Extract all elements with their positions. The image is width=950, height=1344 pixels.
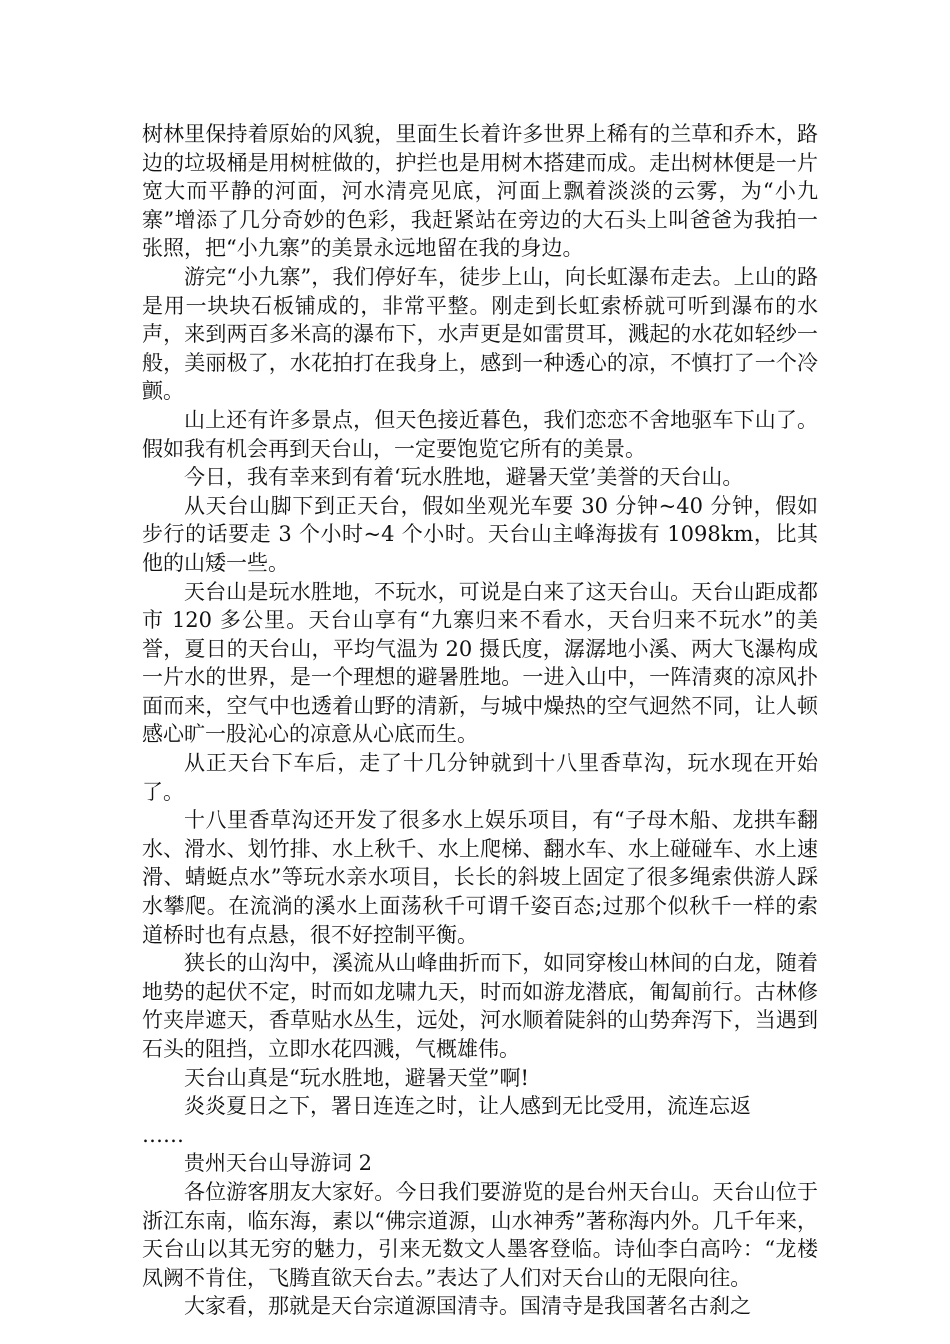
paragraph-forest-river: 树林里保持着原始的风貌，里面生长着许多世界上稀有的兰草和乔木，路边的垃圾桶是用树桩做的，护拦也是用树木搭建而成。走出树林便是一片宽大而平静的河面，河水清亮见底，河面上飘着淡淡的云雾，为“小九寨”增添了几分奇妙的色彩，我赶紧站在旁边的大石头上叫爸爸为我拍一张照，把“小九寨”的美景永远地留在我的身边。 <box>142 122 818 261</box>
paragraph-fragrant-valley: 从正天台下车后，走了十几分钟就到十八里香草沟，玩水现在开始了。 <box>142 751 818 804</box>
paragraph-ellipsis: …… <box>142 1122 184 1147</box>
paragraph-leaving-mountain: 山上还有许多景点，但天色接近暮色，我们恋恋不舍地驱车下山了。假如我有机会再到天台山，一定要饱览它所有的美景。 <box>142 407 818 461</box>
paragraph-water-resort: 天台山是玩水胜地，不玩水，可说是白来了这天台山。天台山距成都市 120 多公里。天台山享有“九寨归来不看水，天台归来不玩水”的美誉，夏日的天台山，平均气温为 20 摄氏度，潺潺地小溪、两大飞瀑构成一片水的世界，是一个理想的避暑胜地。一进入山中，一阵清爽的凉风扑面而来，空气中也透着山野的清新，与城中燥热的空气迥然不同，让人顿感心旷一股沁心的凉意从心底而生。 <box>142 579 818 747</box>
paragraph-summer: 炎炎夏日之下，署日连连之时，让人感到无比受用，流连忘返 <box>184 1094 751 1119</box>
paragraph-guide-intro: 各位游客朋友大家好。今日我们要游览的是台州天台山。天台山位于浙江东南，临东海，素以“佛宗道源，山水神秀”著称海内外。几千年来，天台山以其无穷的魅力，引来无数文人墨客登临。诗仙李白高吟：“龙楼凤阙不肯住，飞腾直欲天台去。”表达了人们对天台山的无限向往。 <box>142 1179 818 1290</box>
paragraph-arrival: 今日，我有幸来到有着‘玩水胜地，避暑天堂’美誉的天台山。 <box>184 465 744 490</box>
paragraph-waterfall-hike: 游完“小九寨”，我们停好车，徒步上山，向长虹瀑布走去。上山的路是用一块块石板铺成的，非常平整。刚走到长虹索桥就可听到瀑布的水声，来到两百多米高的瀑布下，水声更是如雷贯耳，溅起的水花如轻纱一般，美丽极了，水花拍打在我身上，感到一种透心的凉，不慎打了一个冷颤。 <box>142 264 818 404</box>
section-heading: 贵州天台山导游词 2 <box>184 1151 373 1176</box>
paragraph-water-activities: 十八里香草沟还开发了很多水上娱乐项目，有“子母木船、龙拱车翻水、滑水、划竹排、水上秋千、水上爬梯、翻水车、水上碰碰车、水上速滑、蜻蜓点水”等玩水亲水项目，长长的斜坡上固定了很多绳索供游人踩水攀爬。在流淌的溪水上面荡秋千可谓千姿百态;过那个似秋千一样的索道桥时也有点悬，很不好控制平衡。 <box>142 808 818 947</box>
paragraph-guoqing-temple: 大家看，那就是天台宗道源国清寺。国清寺是我国著名古刹之 <box>184 1294 751 1319</box>
paragraph-stream-scenery: 狭长的山沟中，溪流从山峰曲折而下，如同穿梭山林间的白龙，随着地势的起伏不定，时而如龙啸九天，时而如游龙潜底，匍匐前行。古林修竹夹岸遮天，香草贴水丛生，远处，河水顺着陡斜的山势奔泻下，当遇到石头的阻挡，立即水花四溅，气概雄伟。 <box>142 951 818 1061</box>
document-page <box>142 120 818 1321</box>
paragraph-exclamation: 天台山真是“玩水胜地，避暑天堂”啊! <box>184 1065 529 1090</box>
paragraph-travel-time: 从天台山脚下到正天台，假如坐观光车要 30 分钟~40 分钟，假如步行的话要走 3 个小时~4 个小时。天台山主峰海拔有 1098km，比其他的山矮一些。 <box>142 493 818 575</box>
